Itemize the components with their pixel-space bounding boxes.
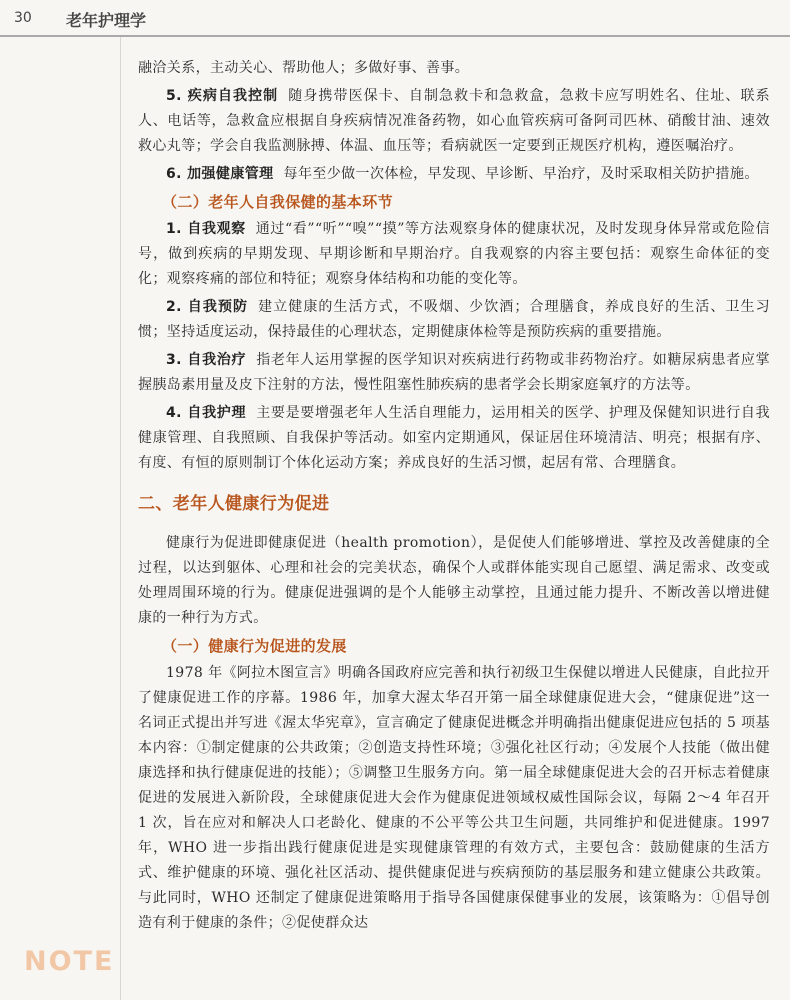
list-item <box>138 295 770 345</box>
item-text: 建立健康的生活方式，不吸烟、少饮酒；合理膳食，养成良好的生活、卫生习惯；坚持适度运动，保持最佳的心理状态，定期健康体检等是预防疾病的重要措施。 <box>138 299 770 340</box>
list-item <box>138 348 770 398</box>
item-title: 1. 自我观察 <box>166 221 246 237</box>
item-title: 3. 自我治疗 <box>166 352 247 368</box>
note-label: NOTE <box>24 946 115 977</box>
item-text: 每年至少做一次体检，早发现、早诊断、早治疗，及时采取相关防护措施。 <box>283 166 759 182</box>
item-text: 主要是要增强老年人生活自理能力，运用相关的医学、护理及保健知识进行自我健康管理、自我照顾、自我保护等活动。如室内定期通风，保证居住环境清洁、明亮；根据有序、有度、有恒的原则制订个体化运动方案；养成良好的生活习惯，起居有常、合理膳食。 <box>138 405 771 471</box>
section-intro-paragraph: 健康行为促进即健康促进（health promotion），是促使人们能够增进、掌控及改善健康的全过程，以达到躯体、心理和社会的完美状态，确保个人或群体能实现自己愿望、满足需求、改变或处理周围环境的行为。健康促进强调的是个人能够主动掌控，且通过能力提升、不断改善以增进健康的一种行为方式。 <box>138 535 770 626</box>
list-item <box>138 217 770 292</box>
section-heading: 二、老年人健康行为促进 <box>138 494 330 514</box>
book-title: 老年护理学 <box>66 11 147 30</box>
page-header <box>0 0 790 40</box>
item-title: 5. 疾病自我控制 <box>166 88 279 104</box>
item-text: 通过“看”“听”“嗅”“摸”等方法观察身体的健康状况，及时发现身体异常或危险信号，做到疾病的早期发现、早期诊断和早期治疗。自我观察的内容主要包括：观察生命体征的变化；观察疼痛的部位和特征；观察身体结构和功能的变化等。 <box>138 221 771 287</box>
page-body <box>138 56 770 939</box>
item-text: 随身携带医保卡、自制急救卡和急救盒，急救卡应写明姓名、住址、联系人、电话等，急救盒应根据自身疾病情况准备药物，如心血管疾病可备阿司匹林、硝酸甘油、速效救心丸等；学会自我监测脉搏、体温、血压等；看病就医一定要到正规医疗机构，遵医嘱治疗。 <box>138 88 770 154</box>
development-paragraph: 1978 年《阿拉木图宣言》明确各国政府应完善和执行初级卫生保健以增进人民健康，自此拉开了健康促进工作的序幕。1986 年，加拿大渥太华召开第一届全球健康促进大会，“健康促进”这一名词正式提出并写进《渥太华宪章》，宣言确定了健康促进概念并明确指出健康促进应包括的 5 项基本内容：①制定健康的公共政策；②创造支持性环境；③强化社区行动；④发展个人技能（做出健康选择和执行健康促进的技能）；⑤调整卫生服务方向。第一届全球健康促进大会的召开标志着健康促进的发展进入新阶段，全球健康促进大会作为健康促进领域权威性国际会议，每隔 2～4 年召开 1 次，旨在应对和解决人口老龄化、健康的不公平等公共卫生问题，共同维护和促进健康。1997 年，WHO 进一步指出践行健康促进是实现健康管理的有效方式，主要包含：鼓励健康的生活方式、维护健康的环境、强化社区活动、提供健康促进与疾病预防的基层服务和建立健康公共政策。与此同时，WHO 还制定了健康促进策略用于指导各国健康保健事业的发展，该策略为：①倡导创造有利于健康的条件；②促使群众达 <box>138 665 770 931</box>
list-item <box>138 84 770 159</box>
page-number: 30 <box>14 10 32 26</box>
list-item <box>138 401 770 476</box>
header-rule <box>0 35 790 37</box>
margin-divider <box>120 37 121 1000</box>
list-item <box>138 162 770 187</box>
subsection-heading: （二）老年人自我保健的基本环节 <box>162 193 394 211</box>
item-text: 指老年人运用掌握的医学知识对疾病进行药物或非药物治疗。如糖尿病患者应掌握胰岛素用量及皮下注射的方法，慢性阻塞性肺疾病的患者学会长期家庭氧疗的方法等。 <box>138 352 771 393</box>
subsection-heading: （一）健康行为促进的发展 <box>162 637 347 655</box>
item-title: 4. 自我护理 <box>166 405 247 421</box>
item-title: 2. 自我预防 <box>166 299 249 315</box>
item-title: 6. 加强健康管理 <box>166 166 274 182</box>
continued-paragraph: 融洽关系，主动关心、帮助他人；多做好事、善事。 <box>138 60 470 76</box>
